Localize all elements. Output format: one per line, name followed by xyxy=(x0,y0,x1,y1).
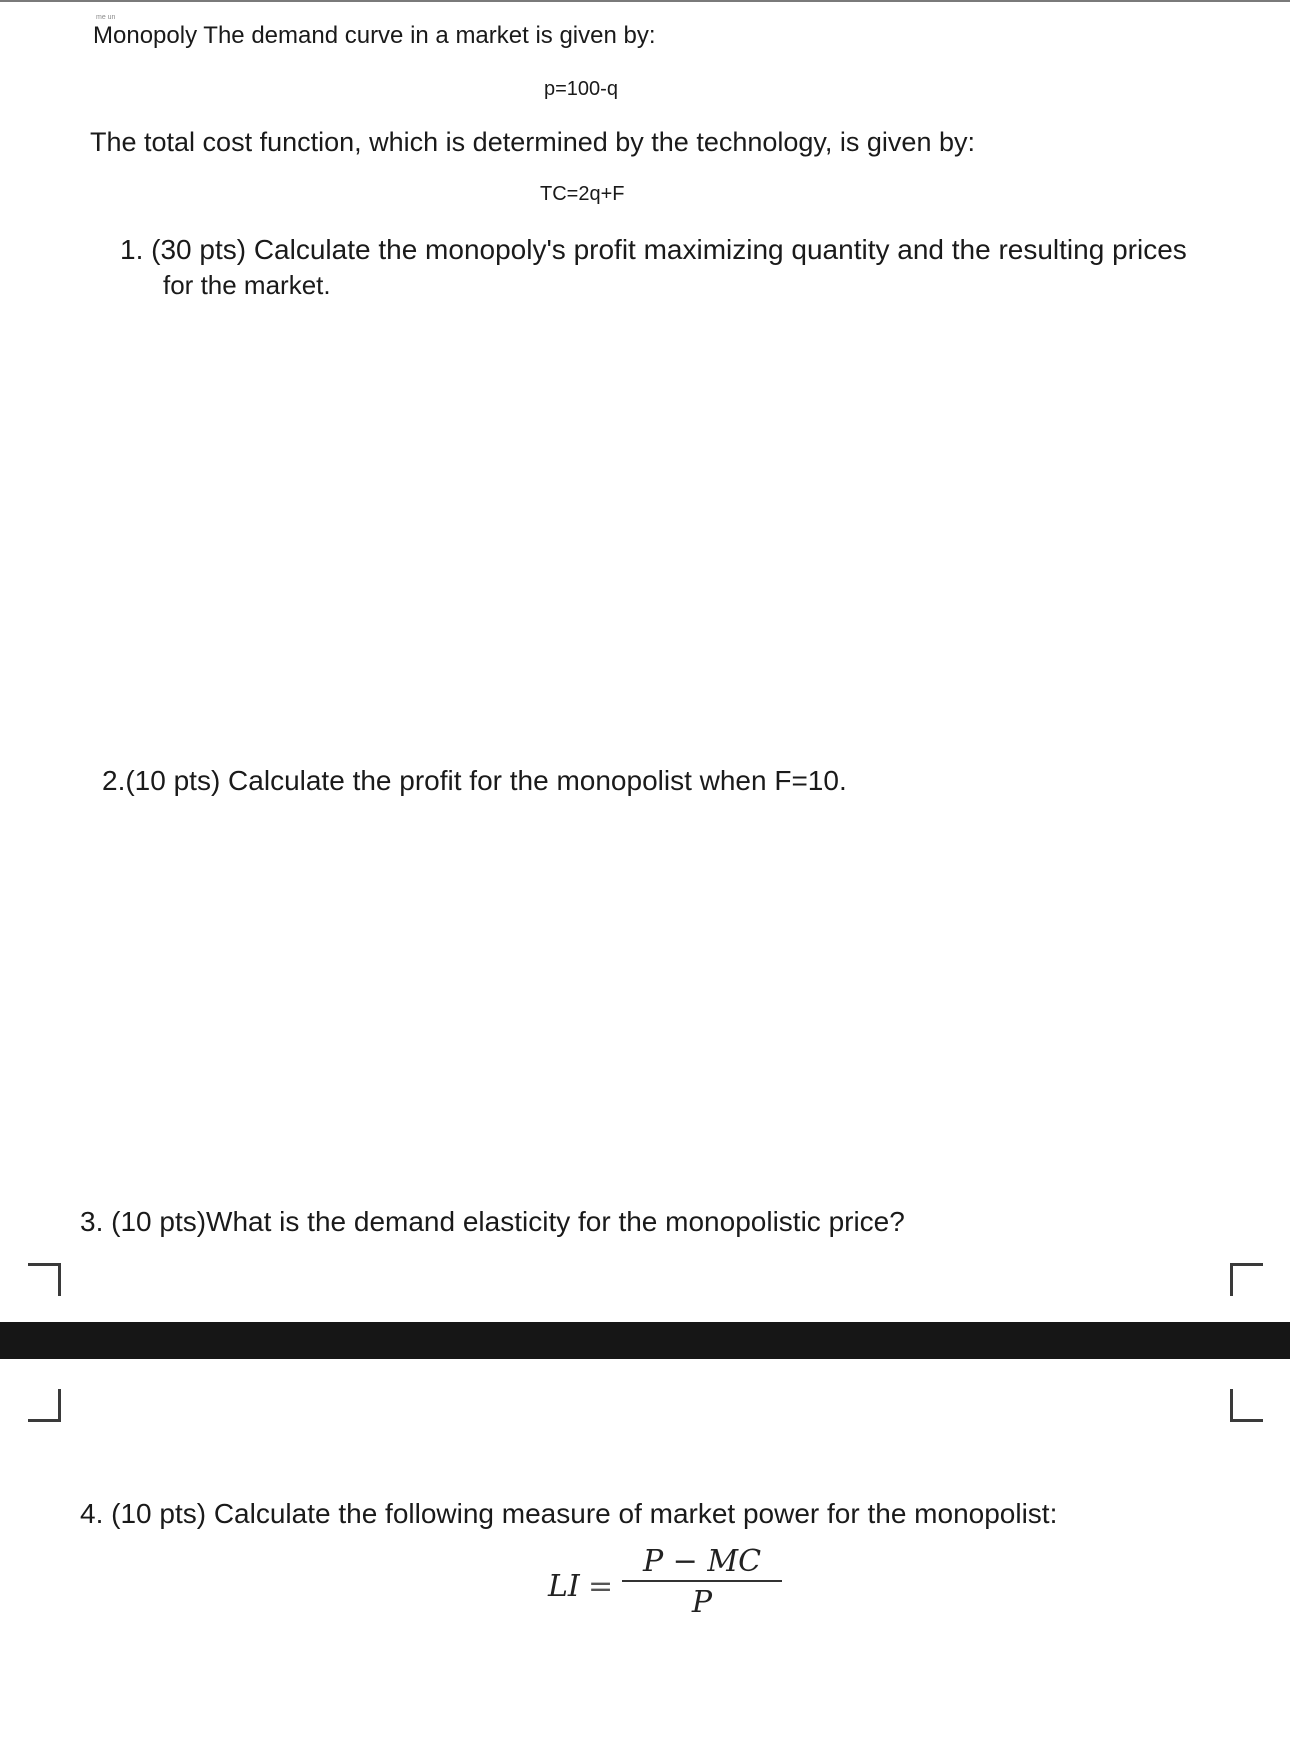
crop-mark-top-right xyxy=(1230,1263,1263,1296)
formula-lhs: LI xyxy=(548,1569,580,1604)
crop-mark-bottom-right xyxy=(1230,1389,1263,1422)
formula-fraction xyxy=(622,1545,782,1619)
question-1-line-2: for the market. xyxy=(163,270,331,300)
cost-equation: TC=2q+F xyxy=(540,183,625,205)
top-border xyxy=(0,0,1290,2)
formula-denominator: P xyxy=(691,1585,713,1620)
question-3: 3. (10 pts)What is the demand elasticity for the monopolistic price? xyxy=(80,1206,905,1237)
formula-equals: = xyxy=(588,1569,614,1604)
crop-mark-top-left xyxy=(28,1263,61,1296)
crop-mark-bottom-left xyxy=(28,1389,61,1422)
formula-numerator: P − MC xyxy=(642,1544,762,1579)
question-1-line-1: 1. (30 pts) Calculate the monopoly's profit maximizing quantity and the resulting prices xyxy=(120,234,1187,265)
page-break-band xyxy=(0,1322,1290,1359)
intro-text: Monopoly The demand curve in a market is given by: xyxy=(93,22,656,49)
demand-equation: p=100-q xyxy=(544,78,618,100)
question-2: 2.(10 pts) Calculate the profit for the monopolist when F=10. xyxy=(102,765,847,796)
fraction-bar xyxy=(622,1580,782,1582)
tiny-header: me un xyxy=(96,14,116,21)
cost-intro-text: The total cost function, which is determined by the technology, is given by: xyxy=(90,127,975,157)
question-4: 4. (10 pts) Calculate the following measure of market power for the monopolist: xyxy=(80,1498,1058,1529)
